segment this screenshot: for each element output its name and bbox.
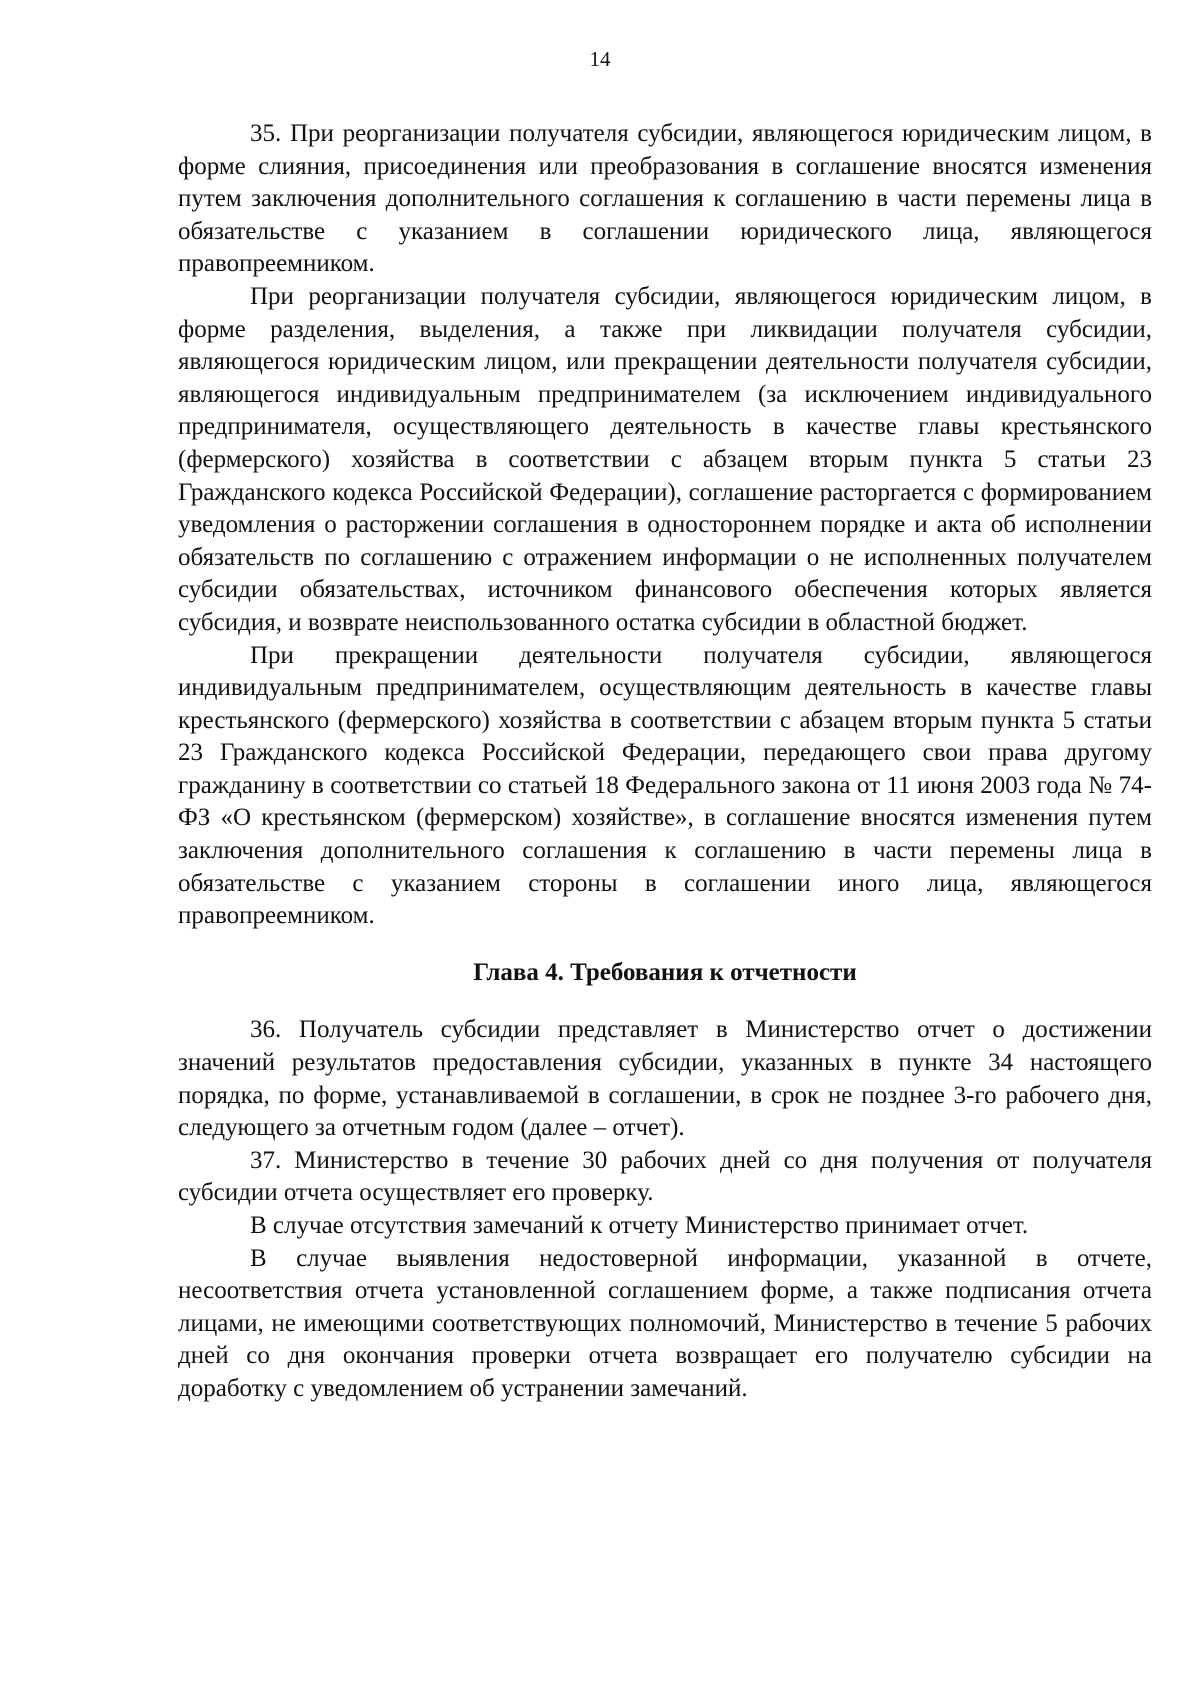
page-number: 14 [589, 47, 611, 71]
paragraph-35-reorganization: При реорганизации получателя субсидии, являющегося юридическим лицом, в форме разделения, выделения, а также при ликвидации получателя субсидии, являющегося юридическим лицом, или прекращении деятельности получателя субсидии, являющегося индивидуальным предпринимателем (за исключением индивидуального предпринимателя, осуществляющего деятельность в качестве главы крестьянского (фермерского) хозяйства в соответствии с абзацем вторым пункта 5 статьи 23 Гражданского кодекса Российской Федерации), соглашение расторгается с формированием уведомления о расторжении соглашения в одностороннем порядке и акта об исполнении обязательств по соглашению с отражением информации о не исполненных получателем субсидии обязательствах, источником финансового обеспечения которых является субсидия, и возврате неиспользованного остатка субсидии в областной бюджет. [178, 282, 1152, 636]
paragraph-37-return: В случае выявления недостоверной информации, указанной в отчете, несоответствия отчета установленной соглашением форме, а также подписания отчета лицами, не имеющими соответствующих полномочий, Министерство в течение 5 рабочих дней со дня окончания проверки отчета возвращает его получателю субсидии на доработку с уведомлением об устранении замечаний. [178, 1244, 1152, 1402]
paragraph-36: 36. Получатель субсидии представляет в Министерство отчет о достижении значений результатов предоставления субсидии, указанных в пункте 34 настоящего порядка, по форме, устанавливаемой в соглашении, в срок не позднее 3-го рабочего дня, следующего за отчетным годом (далее – отчет). [178, 1016, 1152, 1142]
paragraph-35: 35. При реорганизации получателя субсидии, являющегося юридическим лицом, в форме слияния, присоединения или преобразования в соглашение вносятся изменения путем заключения дополнительного соглашения к соглашению в части перемены лица в обязательстве с указанием в соглашении юридического лица, являющегося правопреемником. [178, 120, 1152, 278]
paragraph-35-termination: При прекращении деятельности получателя субсидии, являющегося индивидуальным предпринимателем, осуществляющим деятельность в качестве главы крестьянского (фермерского) хозяйства в соответствии с абзацем вторым пункта 5 статьи 23 Гражданского кодекса Российской Федерации, передающего свои права другому гражданину в соответствии со статьей 18 Федерального закона от 11 июня 2003 года № 74-ФЗ «О крестьянском (фермерском) хозяйстве», в соглашение вносятся изменения путем заключения дополнительного соглашения к соглашению в части перемены лица в обязательстве с указанием стороны в соглашении иного лица, являющегося правопреемником. [178, 641, 1152, 930]
document-body [178, 118, 1152, 1406]
paragraph-37: 37. Министерство в течение 30 рабочих дней со дня получения от получателя субсидии отчета осуществляет его проверку. [178, 1146, 1152, 1207]
chapter-heading: Глава 4. Требования к отчетности [473, 958, 857, 986]
paragraph-37-acceptance: В случае отсутствия замечаний к отчету Министерство принимает отчет. [250, 1212, 1029, 1239]
